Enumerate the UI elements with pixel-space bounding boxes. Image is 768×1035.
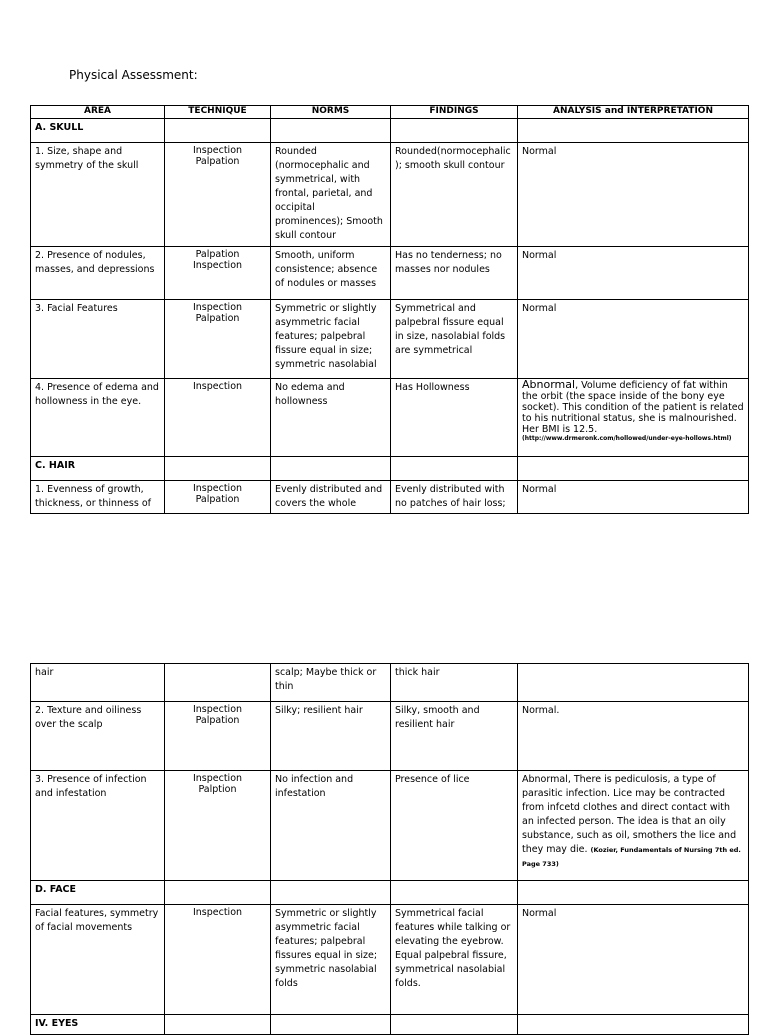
header-technique: TECHNIQUE xyxy=(165,106,271,119)
norms-cell: Symmetric or slightly asymmetric facial features; palpebral fissures equal in size; symmetric nasolabial folds xyxy=(271,905,391,1015)
section-label-face: D. FACE xyxy=(31,881,165,905)
norms-cell: scalp; Maybe thick or thin xyxy=(271,664,391,702)
table-row xyxy=(31,143,749,247)
assessment-table-page-1 xyxy=(30,105,749,514)
technique-cell: Inspection Palpation xyxy=(165,702,271,771)
area-cell: 1. Evenness of growth, thickness, or thinness of xyxy=(31,481,165,514)
analysis-cell: Abnormal, Volume deficiency of fat within the orbit (the space inside of the bony eye socket). This condition of the patient is related to his nutritional status, she is malnourished. Her BMI is 12.5. (http://www.drmeronk.com/hollowed/under-eye-hollows.html) xyxy=(518,379,749,457)
document-title: Physical Assessment: xyxy=(69,68,198,82)
area-cell: 2. Texture and oiliness over the scalp xyxy=(31,702,165,771)
header-findings: FINDINGS xyxy=(391,106,518,119)
section-label-eyes: IV. EYES xyxy=(31,1015,165,1035)
table-row xyxy=(31,702,749,771)
assessment-table-page-2 xyxy=(30,663,749,1035)
analysis-cell: Normal xyxy=(518,143,749,247)
technique-cell: Inspection Palption xyxy=(165,771,271,881)
findings-cell: Symmetrical and palpebral fissure equal in size, nasolabial folds are symmetrical xyxy=(391,300,518,379)
citation: (http://www.drmeronk.com/hollowed/under-eye-hollows.html) xyxy=(522,435,732,442)
header-norms: NORMS xyxy=(271,106,391,119)
analysis-cell: Normal xyxy=(518,300,749,379)
technique-cell: Inspection Palpation xyxy=(165,143,271,247)
section-row-face xyxy=(31,881,749,905)
norms-cell: No edema and hollowness xyxy=(271,379,391,457)
technique-cell: Palpation Inspection xyxy=(165,247,271,300)
findings-cell: Presence of lice xyxy=(391,771,518,881)
findings-cell: Evenly distributed with no patches of hair loss; xyxy=(391,481,518,514)
findings-cell: Has no tenderness; no masses nor nodules xyxy=(391,247,518,300)
section-row-eyes xyxy=(31,1015,749,1035)
norms-cell: Silky; resilient hair xyxy=(271,702,391,771)
analysis-cell: Normal xyxy=(518,905,749,1015)
findings-cell: Has Hollowness xyxy=(391,379,518,457)
norms-cell: Symmetric or slightly asymmetric facial features; palpebral fissure equal in size; symmetric nasolabial xyxy=(271,300,391,379)
area-cell: Facial features, symmetry of facial movements xyxy=(31,905,165,1015)
analysis-cell: Normal xyxy=(518,247,749,300)
section-label-hair: C. HAIR xyxy=(31,457,165,481)
table-row xyxy=(31,664,749,702)
section-label-skull: A. SKULL xyxy=(31,119,165,143)
table-row xyxy=(31,300,749,379)
area-cell: hair xyxy=(31,664,165,702)
analysis-cell: Normal xyxy=(518,481,749,514)
findings-cell: Symmetrical facial features while talking or elevating the eyebrow. Equal palpebral fissure, symmetrical nasolabial folds. xyxy=(391,905,518,1015)
area-cell: 3. Facial Features xyxy=(31,300,165,379)
technique-cell: Inspection Palpation xyxy=(165,300,271,379)
norms-cell: No infection and infestation xyxy=(271,771,391,881)
table-row xyxy=(31,481,749,514)
table-row xyxy=(31,905,749,1015)
header-analysis: ANALYSIS and INTERPRETATION xyxy=(518,106,749,119)
findings-cell: Rounded(normocephalic); smooth skull contour xyxy=(391,143,518,247)
table-header-row xyxy=(31,106,749,119)
citation: (Kozier, Fundamentals of Nursing 7th ed. Page 733) xyxy=(522,846,741,868)
norms-cell: Rounded (normocephalic and symmetrical, with frontal, parietal, and occipital prominences); Smooth skull contour xyxy=(271,143,391,247)
norms-cell: Smooth, uniform consistence; absence of nodules or masses xyxy=(271,247,391,300)
header-area: AREA xyxy=(31,106,165,119)
norms-cell: Evenly distributed and covers the whole xyxy=(271,481,391,514)
area-cell: 2. Presence of nodules, masses, and depressions xyxy=(31,247,165,300)
area-cell: 4. Presence of edema and hollowness in the eye. xyxy=(31,379,165,457)
analysis-cell: Normal. xyxy=(518,702,749,771)
table-row xyxy=(31,771,749,881)
findings-cell: thick hair xyxy=(391,664,518,702)
technique-cell: Inspection xyxy=(165,905,271,1015)
findings-cell: Silky, smooth and resilient hair xyxy=(391,702,518,771)
area-cell: 3. Presence of infection and infestation xyxy=(31,771,165,881)
table-row xyxy=(31,247,749,300)
table-row xyxy=(31,379,749,457)
section-row-hair xyxy=(31,457,749,481)
section-row-skull xyxy=(31,119,749,143)
analysis-cell: Abnormal, There is pediculosis, a type of parasitic infection. Lice may be contracted from infcetd clothes and direct contact with an infected person. The idea is that an oily substance, such as oil, smothers the lice and they may die. (Kozier, Fundamentals of Nursing 7th ed. Page 733) xyxy=(518,771,749,881)
technique-cell: Inspection xyxy=(165,379,271,457)
technique-cell: Inspection Palpation xyxy=(165,481,271,514)
area-cell: 1. Size, shape and symmetry of the skull xyxy=(31,143,165,247)
